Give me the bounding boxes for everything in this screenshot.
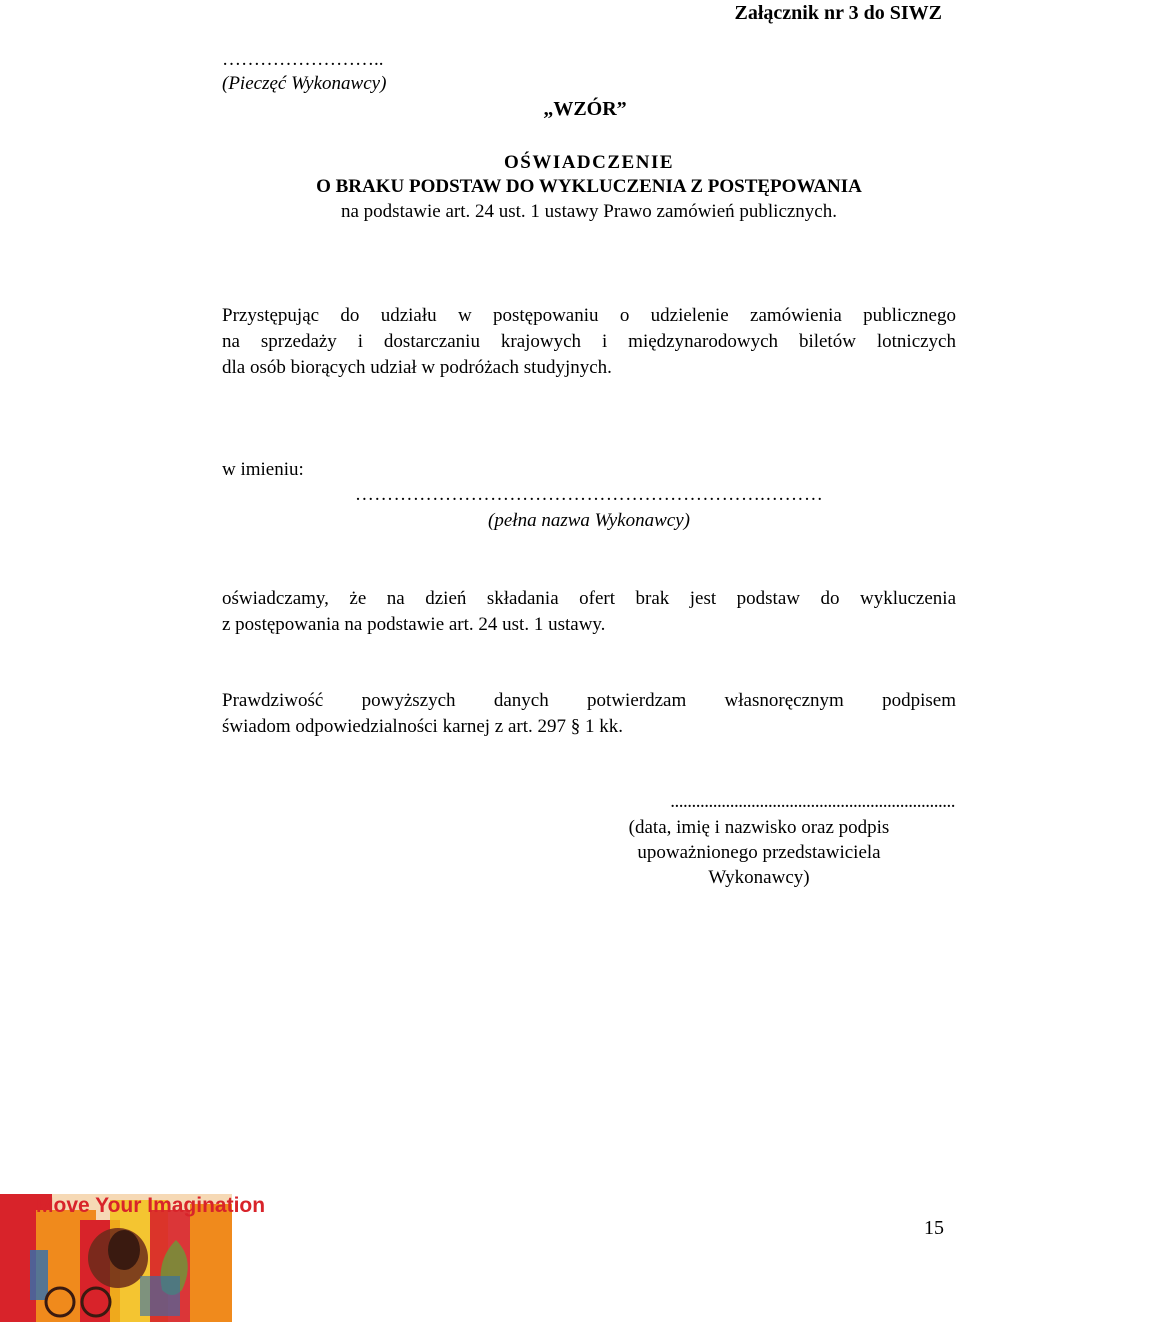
declaration-paragraph — [222, 586, 956, 638]
legal-basis: na podstawie art. 24 ust. 1 ustawy Prawo zamówień publicznych. — [341, 201, 837, 222]
declaration-line: z postępowania na podstawie art. 24 ust. 1 ustawy. — [222, 614, 606, 635]
logo-text: Move Your Imagination — [36, 1194, 266, 1217]
signature-caption-line: Wykonawcy) — [708, 867, 810, 888]
document-title: OŚWIADCZENIE — [503, 152, 675, 173]
on-behalf-label: w imieniu: — [222, 459, 304, 480]
signature-caption-line: upoważnionego przedstawiciela — [637, 842, 881, 863]
document-subtitle: O BRAKU PODSTAW DO WYKLUCZENIA Z POSTĘPOWANIA — [316, 176, 862, 197]
intro-paragraph — [222, 303, 956, 381]
contractor-name-field[interactable]: ……………………………………………………….……… — [354, 484, 824, 505]
signature-field[interactable]: ................................................................... — [670, 791, 955, 812]
signature-caption-line: (data, imię i nazwisko oraz podpis — [628, 817, 890, 838]
template-heading: „WZÓR” — [543, 98, 627, 120]
stamp-dots: …………………….. — [222, 49, 384, 70]
page-number: 15 — [924, 1217, 944, 1239]
intro-line: Przystępując do udziału w postępowaniu o udzielenie zamówienia publicznego — [222, 305, 956, 326]
move-your-imagination-logo — [0, 1180, 266, 1322]
intro-line: dla osób biorących udział w podróżach studyjnych. — [222, 357, 612, 378]
declaration-line: oświadczamy, że na dzień składania ofert brak jest podstaw do wykluczenia — [222, 588, 956, 609]
truth-paragraph — [222, 688, 956, 740]
stamp-label: (Pieczęć Wykonawcy) — [222, 73, 387, 94]
attachment-label: Załącznik nr 3 do SIWZ — [734, 2, 942, 24]
truth-line: świadom odpowiedzialności karnej z art. 297 § 1 kk. — [222, 716, 624, 737]
signature-caption — [598, 815, 920, 890]
intro-line: na sprzedaży i dostarczaniu krajowych i międzynarodowych biletów lotniczych — [222, 331, 956, 352]
contractor-name-caption: (pełna nazwa Wykonawcy) — [488, 510, 690, 531]
truth-line: Prawdziwość powyższych danych potwierdzam własnoręcznym podpisem — [222, 690, 956, 711]
